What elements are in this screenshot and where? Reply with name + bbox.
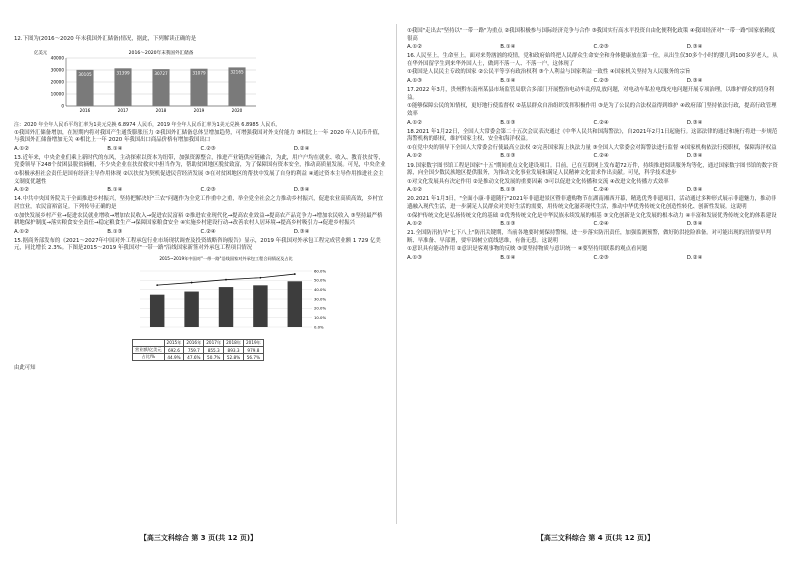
choice-c[interactable]: C.②③ bbox=[200, 145, 216, 152]
q12-stem: 12.下图为(2016～2020 年末我国外汇储备)情况，据此，下列解读正确的是 bbox=[14, 36, 197, 42]
q19-options: ①对文化发展具有决定作用 ②是推动文化发展的重要因素 ③可以促进文化传播和交流 ④改进文化传播方式效率 bbox=[407, 178, 669, 185]
reserve-chart-svg bbox=[32, 46, 272, 116]
q20-stem: 20.2021 年1月3日，"全面小康·非遗随行"2021年非遗进景区暨非遗购物节在湖南湘西开幕，精选优秀非遗项目，活动通过多种形式展示非遗魅力，推动非遗融入现代生活，进一步满足人民群众对美好生活的需要，用传统文化滋养现代生活，推动中华优秀传统文化创造性转化、创新性发展。这说明 bbox=[407, 196, 777, 210]
q19-stem: 19.国家数字图书馆工程是国家"十五"期间重点文化建设项目。目前，已在互联网上发布超72万件，持续推进阅读服务均等化，通过国家数字图书馆的数字资源，向全国少数民族地区提供服务，为推动文化事业发展和满足人民精神文化需求作出贡献。可见，科学技术进步 bbox=[407, 162, 778, 177]
choice-a[interactable]: A.①② bbox=[14, 145, 29, 152]
choice-b[interactable]: B.①③ bbox=[500, 119, 516, 126]
x-tick-label: 2017 bbox=[117, 107, 129, 113]
choice-b[interactable]: B.①③ bbox=[500, 221, 516, 228]
choice-a[interactable]: A.①② bbox=[407, 44, 422, 51]
q19-choices bbox=[407, 187, 780, 195]
bar bbox=[219, 287, 233, 327]
table-header-cell: 2016年 bbox=[184, 340, 204, 347]
q18-choices bbox=[407, 153, 780, 161]
choice-a[interactable]: A.①② bbox=[407, 221, 422, 228]
y-tick-label: 40000 bbox=[50, 55, 64, 61]
bar bbox=[288, 281, 302, 327]
data-label: 30105 bbox=[78, 71, 92, 77]
share-point bbox=[225, 279, 227, 281]
share-point bbox=[294, 273, 296, 275]
contract-table bbox=[132, 339, 264, 361]
y2-tick-label: 0.0% bbox=[314, 324, 324, 330]
y2-tick-label: 20.0% bbox=[314, 305, 327, 311]
q20-options: ①保护传统文化是弘扬传统文化的基础 ②优秀传统文化是中华民族永续发展的根基 ③文化创新是文化发展的根本动力 ④丰富和发展优秀传统文化的体系建设 bbox=[407, 212, 777, 219]
choice-b[interactable]: B.①④ bbox=[107, 187, 123, 194]
choice-a[interactable]: A.①② bbox=[14, 187, 29, 194]
q15-choices bbox=[407, 44, 780, 52]
q14-stem: 14.中共中央国务院关于全面推进乡村振兴，坚持把解决好"三农"问题作为全党工作重中之重，举全党全社会之力推动乡村振兴，促进农业高质高效，乡村宜居宜业，农民富裕富足。下列传导正确的是 bbox=[14, 196, 384, 210]
q17-options: ①能够保障公民的知情权，更好地行使监督权 ②基层群众自治组织发挥积极作用 ③是为了公民的合法权益得到维护 ④政府部门坚持依法行政，提高行政管理效率 bbox=[407, 103, 777, 117]
choice-a[interactable]: A.①② bbox=[407, 119, 422, 126]
table-cell: 855.3 bbox=[204, 347, 224, 354]
y-tick-label: 30000 bbox=[50, 67, 64, 73]
table-header-cell: 2015年 bbox=[164, 340, 184, 347]
choice-a[interactable]: A.①② bbox=[14, 228, 29, 235]
chart-title: 2015~2019年中国对"一带一路"沿线国家对外承包工程合同情况及占比 bbox=[159, 256, 293, 261]
table-header-cell: 2017年 bbox=[204, 340, 224, 347]
q20-choices bbox=[407, 221, 780, 229]
table-cell: 44.9% bbox=[164, 354, 184, 361]
choice-b[interactable]: B.①④ bbox=[107, 145, 123, 152]
y-tick-label: 20000 bbox=[50, 79, 64, 85]
choice-b[interactable]: B.①③ bbox=[500, 153, 516, 160]
table-series-name: 占比/% bbox=[133, 354, 165, 361]
choice-c[interactable]: C.②③ bbox=[593, 78, 609, 85]
q18-stem: 18.2021 年1月22日，全国人大常委会第二十五次会议表决通过《中华人民共和国海警法》，自2021年2月1日起施行。这部法律的通过和施行将进一步规范海警机构的职权，维护国家主权、安全和海洋权益。 bbox=[407, 128, 778, 143]
footer-right: 【高三文科综合 第 4 页(共 12 页)】 bbox=[536, 534, 655, 542]
choice-c[interactable]: C.②④ bbox=[593, 153, 609, 160]
choice-c[interactable]: C.②④ bbox=[593, 221, 609, 228]
choice-a[interactable]: A.①② bbox=[407, 153, 422, 160]
q12-options: ①我国外汇储备增加，在短期内将对我国产生通货膨胀压力 ②我国外汇储备总体呈增加趋势，可增强我国对外支付能力 ③相比上一年 2020 年人民币升值，与我国外汇储备增加无关 ④相比上一年 2020 年我国出口商品价格有增加我国出口 bbox=[14, 129, 384, 144]
choice-d[interactable]: D.③④ bbox=[293, 187, 310, 194]
q21-options: ①意识具有能动作用 ②意识是客观事物的反映 ③要坚持物质与意识统一 ④要坚持用联系的观点看问题 bbox=[407, 246, 648, 253]
q14-choices bbox=[14, 229, 387, 237]
table-row bbox=[133, 354, 264, 361]
page-right bbox=[397, 0, 794, 561]
q12-choices bbox=[14, 146, 387, 154]
choice-d[interactable]: D.③④ bbox=[293, 228, 310, 235]
table-header-cell: 2018年 bbox=[224, 340, 244, 347]
table-cell: 893.3 bbox=[224, 347, 244, 354]
choice-c[interactable]: C.②③ bbox=[593, 44, 609, 51]
q15-options: ①我国"走出去"坚持以"一带一路"为重点 ②我国积极参与国际经济竞争与合作 ③我国实行高水平投资自由化便利化政策 ④我国经济对"一带一路"国家依赖度很高 bbox=[407, 28, 776, 42]
table-row bbox=[133, 340, 264, 347]
table-cell: 50.7% bbox=[204, 354, 224, 361]
footer-left: 【高三文科综合 第 3 页(共 12 页)】 bbox=[139, 534, 258, 542]
q21-choices bbox=[407, 255, 780, 263]
table-cell: 52.8% bbox=[224, 354, 244, 361]
q15-ending: 由此可知 bbox=[14, 365, 36, 371]
choice-d[interactable]: D.③④ bbox=[686, 44, 703, 51]
choice-c[interactable]: C.②③ bbox=[200, 187, 216, 194]
q13-stem: 13.近年来，中央企业们乘上新时代的东风，主动探索以资本为纽带，加强资源整合，推进产业链供应链融合，为此，用户户均在就业、收入、教育扶贫等，党委领导下248个贫困县脱贫摘帽，不少央企业在扶贫救灾中担当作为，帮助贫困地区脱贫致富，为了保障国有资本安全，推动高质量发展。可见，中央企业 bbox=[14, 154, 386, 169]
y2-tick-label: 10.0% bbox=[314, 315, 327, 321]
choice-b[interactable]: B.①④ bbox=[500, 44, 516, 51]
bar bbox=[253, 285, 267, 327]
reserve-chart bbox=[32, 46, 387, 120]
q13-choices bbox=[14, 187, 387, 195]
data-label: 31399 bbox=[116, 69, 130, 75]
choice-c[interactable]: C.②③ bbox=[593, 255, 609, 262]
y2-tick-label: 60.0% bbox=[314, 268, 327, 274]
q16-choices bbox=[407, 78, 780, 86]
choice-d[interactable]: D.③④ bbox=[686, 119, 703, 126]
choice-b[interactable]: B.①③ bbox=[107, 228, 123, 235]
choice-d[interactable]: D.③④ bbox=[686, 187, 703, 194]
q12-note: 注：2020 年全年人民币平均汇率为1美元兑换 6.8974 人民币，2019 年全年人民币汇率为1美元兑换 6.8985 人民币。 bbox=[14, 121, 281, 128]
y2-tick-label: 50.0% bbox=[314, 277, 327, 283]
q13-options: ①积极承担社会责任是国有经济主导作用体现 ②以扶贫为契机促进民营经济发展 ③在对贫困地区的帮扶中发展了自身的利益 ④通过资本主导作用推进社会主义制度优越性 bbox=[14, 171, 384, 185]
choice-a[interactable]: A.①③ bbox=[407, 255, 422, 262]
table-cell: 979.8 bbox=[243, 347, 263, 354]
x-tick-label: 2019 bbox=[193, 107, 205, 113]
choice-b[interactable]: B.①④ bbox=[500, 255, 516, 262]
share-point bbox=[260, 277, 262, 279]
y-tick-label: 10000 bbox=[50, 91, 64, 97]
choice-d[interactable]: D.②④ bbox=[293, 145, 310, 152]
q15-stem: 15.据商务部发布的《2021～2027年中国对外工程承包行业市场现状调查及投资战略咨询报告》显示，2019 年我国对外承包工程完成营业额 1 729 亿美元，同比增长 2.3%。下图是2015～2019 年我国对"一带一路"沿线国家新签对外承包工程项目情况 bbox=[14, 237, 381, 252]
q16-options: ①我国是人民民主专政的国家 ②公民平等享有政治权利 ③个人利益与国家利益一致性 ④国家机关坚持为人民服务的宗旨 bbox=[407, 69, 691, 76]
y2-tick-label: 40.0% bbox=[314, 287, 327, 293]
q21-stem: 21.全国防汛抗旱"七下八上"防汛关键期，当前各地要时刻保持警惕，进一步落实防汛责任，加强监测预警，做好防洪抢险准备。对可能出现的汛情要早判断、早准备、早部署，要牢固树立底线思维，有备无患。这说明 bbox=[407, 230, 771, 244]
share-point bbox=[191, 282, 193, 284]
data-label: 31079 bbox=[192, 70, 206, 76]
data-label: 30727 bbox=[154, 70, 168, 76]
choice-d[interactable]: D.③④ bbox=[686, 78, 703, 85]
q17-stem: 17.2022 年3月，贵州黔东南州某县市场监管局联合多部门开展整治电动车乱停乱放问题，对电动车私拉电线充电问题开展专项治理，以维护群众的切身利益。 bbox=[407, 87, 775, 101]
table-cell: 47.6% bbox=[184, 354, 204, 361]
table-cell: 692.6 bbox=[164, 347, 184, 354]
chart-title: 2016～2020年末我国外汇储备 bbox=[128, 50, 194, 56]
table-corner bbox=[133, 340, 165, 347]
bar bbox=[184, 292, 198, 327]
choice-c[interactable]: C.②④ bbox=[200, 228, 216, 235]
q18-options: ①在党中央的领导下全国人大常委会行使最高立法权 ②完善国家海上执法力量 ③全国人大常委会对海警法进行监督 ④国家机构依法行使职权，保障海洋权益 bbox=[407, 144, 777, 151]
q14-options: ①加快发展乡村产业→促进农民就业增收→增加农民收入→促进农民富裕 ②推进农业现代化→提高农业效益→提高农产品竞争力→增加农民收入 ③坚持最严格耕地保护制度→落实粮食安全责任→稳定粮食生产→保障国家粮食安全 ④实施乡村建设行动→改善农村人居环境→提高乡村吸引力→促进乡村振兴 bbox=[14, 212, 383, 227]
choice-a[interactable]: A.①③ bbox=[407, 78, 422, 85]
choice-d[interactable]: D.③④ bbox=[686, 153, 703, 160]
choice-c[interactable]: C.②④ bbox=[593, 119, 609, 126]
table-series-name: 营业额/亿美元 bbox=[133, 347, 165, 354]
x-tick-label: 2018 bbox=[155, 107, 167, 113]
contract-chart bbox=[132, 255, 387, 337]
x-tick-label: 2016 bbox=[79, 107, 91, 113]
y2-tick-label: 30.0% bbox=[314, 296, 327, 302]
table-cell: 759.7 bbox=[184, 347, 204, 354]
y-tick-label: 0 bbox=[61, 103, 64, 109]
choice-c[interactable]: C.②④ bbox=[593, 187, 609, 194]
y-axis-label: 亿美元 bbox=[34, 50, 48, 56]
bar bbox=[150, 295, 164, 327]
choice-b[interactable]: B.①③ bbox=[500, 187, 516, 194]
x-tick-label: 2020 bbox=[231, 107, 243, 113]
table-cell: 56.7% bbox=[243, 354, 263, 361]
share-point bbox=[156, 284, 158, 286]
q17-choices bbox=[407, 120, 780, 128]
contract-chart-svg bbox=[132, 255, 342, 333]
table-row bbox=[133, 347, 264, 354]
table-header-cell: 2019年 bbox=[243, 340, 263, 347]
choice-a[interactable]: A.①② bbox=[407, 187, 422, 194]
choice-d[interactable]: D.③④ bbox=[686, 221, 703, 228]
q16-stem: 16.人民至上，生命至上，面对来势汹汹的疫情，党和政府始终把人民群众生命安全和身体健康放在第一位，从出生仅30多个小时的婴儿到100多岁老人，从在华外国留学生到来华外国人士，做到不落一人、不落一户，这体现了 bbox=[407, 53, 778, 67]
choice-d[interactable]: D.②④ bbox=[686, 255, 703, 262]
data-label: 32165 bbox=[230, 68, 244, 74]
choice-b[interactable]: B.①④ bbox=[500, 78, 516, 85]
